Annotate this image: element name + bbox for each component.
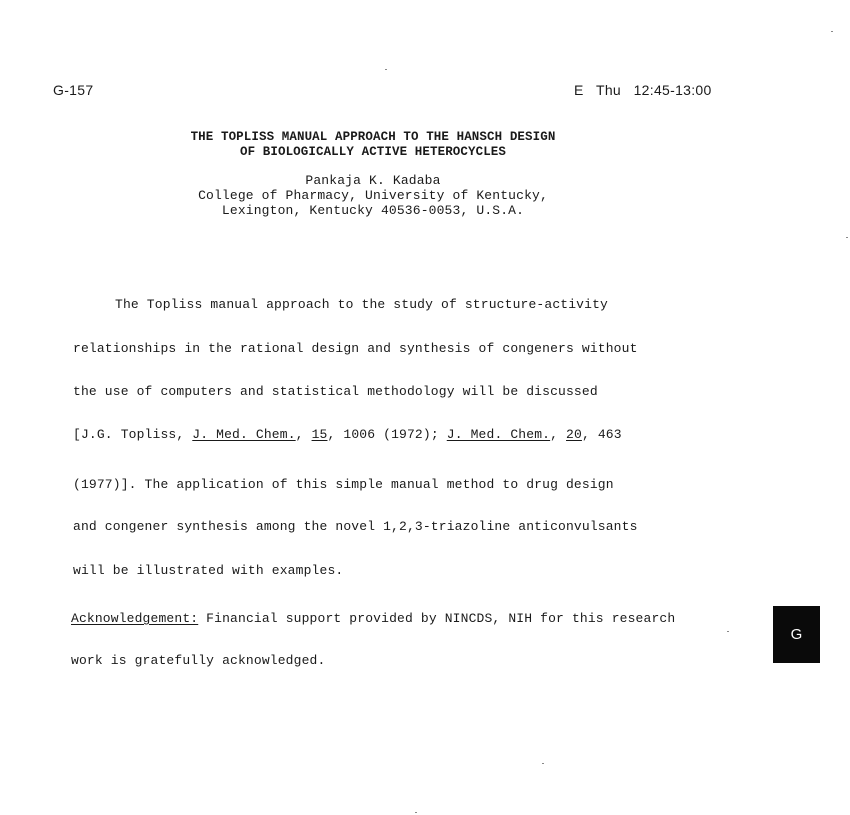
- body-line-3: the use of computers and statistical methodology will be discussed: [73, 384, 598, 399]
- body-line-4: [73, 427, 622, 442]
- section-tab: [773, 606, 820, 663]
- acknowledgement-line-1: [71, 611, 675, 626]
- citation-suffix: , 463: [581, 427, 622, 442]
- scan-speck: [727, 631, 729, 632]
- scan-speck: [831, 31, 833, 32]
- journal-name-2: J. Med. Chem.: [446, 427, 551, 442]
- citation-separator-2: ,: [550, 427, 567, 442]
- acknowledgement-label: Acknowledgement:: [71, 611, 199, 626]
- body-line-7: will be illustrated with examples.: [73, 563, 344, 578]
- journal-name-1: J. Med. Chem.: [192, 427, 296, 442]
- acknowledgement-line-2: work is gratefully acknowledged.: [71, 653, 326, 668]
- citation-prefix: [J.G. Topliss,: [73, 427, 193, 442]
- section-tab-letter: G: [790, 626, 803, 643]
- body-line-6: and congener synthesis among the novel 1,2,3-triazoline anticonvulsants: [73, 519, 638, 534]
- author-affiliation-1: College of Pharmacy, University of Kentucky,: [198, 188, 548, 203]
- title-line-1: THE TOPLISS MANUAL APPROACH TO THE HANSCH DESIGN: [190, 130, 556, 144]
- body-line-2: relationships in the rational design and synthesis of congeners without: [73, 341, 638, 356]
- scan-speck: [542, 763, 544, 764]
- author-name: Pankaja K. Kadaba: [305, 173, 441, 188]
- citation-middle: , 1006 (1972);: [327, 427, 447, 442]
- acknowledgement-text-1: Financial support provided by NINCDS, NIH for this research: [198, 611, 676, 626]
- body-line-1: The Topliss manual approach to the study of structure-activity: [115, 297, 608, 312]
- scan-speck: [846, 237, 848, 238]
- session-code: E: [574, 82, 584, 98]
- volume-1: 15: [311, 427, 328, 442]
- citation-separator-1: ,: [295, 427, 312, 442]
- session-time: 12:45-13:00: [633, 82, 712, 98]
- title-line-2: OF BIOLOGICALLY ACTIVE HETEROCYCLES: [239, 145, 507, 159]
- session-info: [574, 82, 712, 98]
- author-affiliation-2: Lexington, Kentucky 40536-0053, U.S.A.: [221, 203, 525, 218]
- volume-2: 20: [566, 427, 582, 442]
- abstract-number: G-157: [53, 82, 94, 98]
- body-line-5: (1977)]. The application of this simple manual method to drug design: [73, 477, 614, 492]
- session-day: Thu: [595, 82, 621, 98]
- scan-speck: [385, 69, 387, 70]
- scan-speck: [415, 812, 417, 813]
